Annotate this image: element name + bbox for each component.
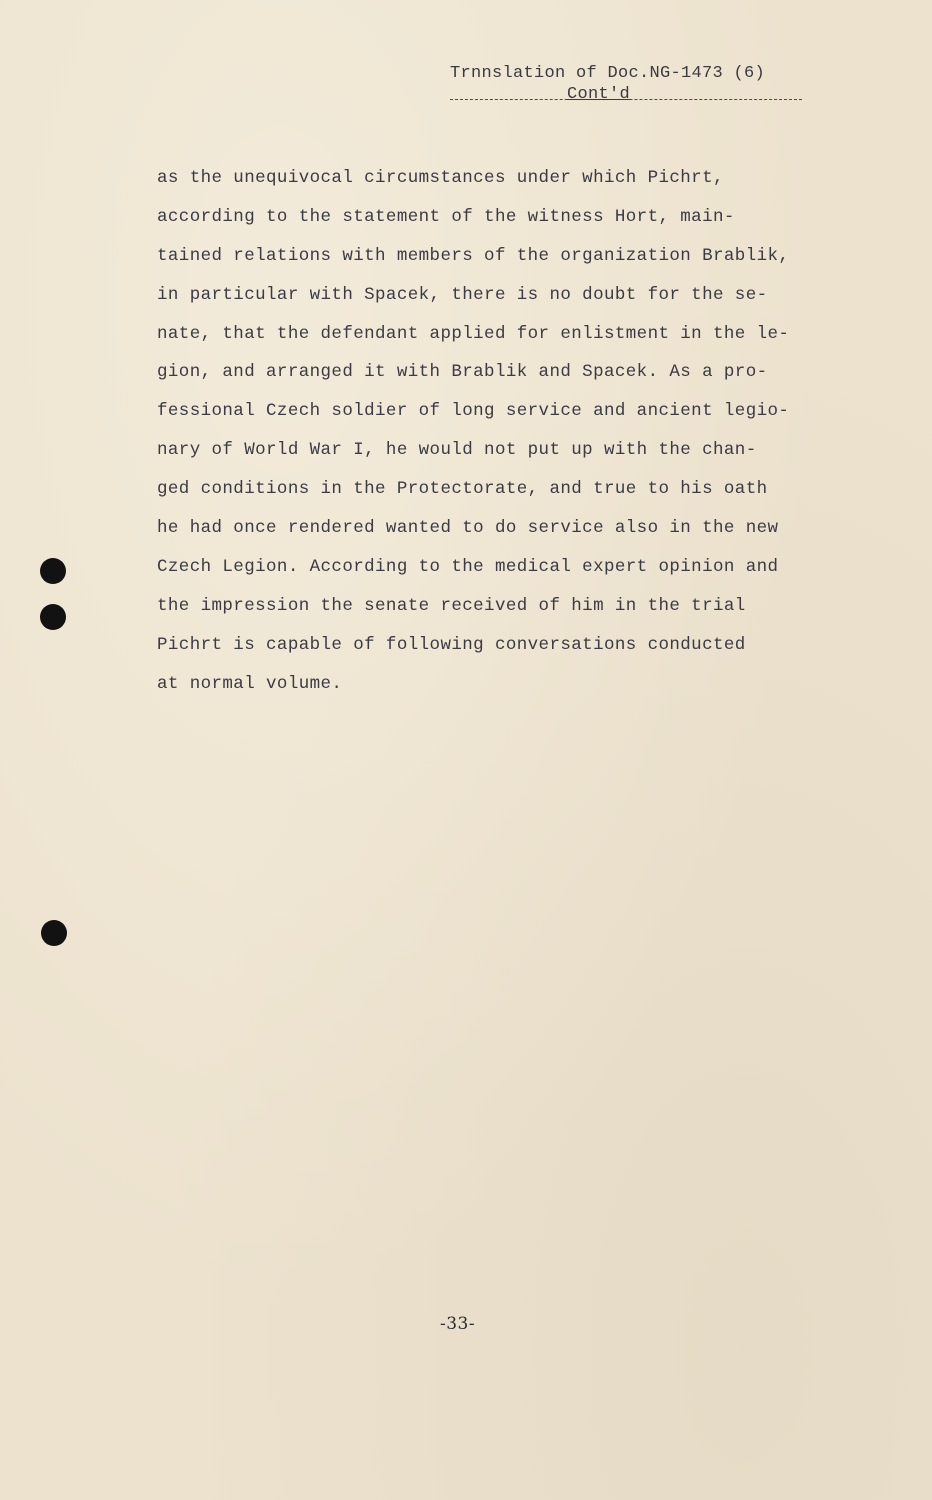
page-number: -33- (440, 1314, 476, 1334)
text-line: gion, and arranged it with Brablik and Spacek. As a pro- (157, 362, 768, 383)
punch-hole (41, 920, 67, 946)
text-line: at normal volume. (157, 673, 343, 694)
text-line: as the unequivocal circumstances under which Pichrt, (157, 168, 724, 188)
punch-hole (40, 558, 66, 584)
body-text (157, 164, 857, 708)
text-line: nary of World War I, he would not put up with the chan- (157, 440, 757, 461)
text-line: fessional Czech soldier of long service and ancient legio- (157, 401, 790, 422)
document-title: Trnnslation of Doc.NG-1473 (6) (450, 64, 766, 83)
punch-hole (40, 604, 66, 630)
text-line: Pichrt is capable of following conversations conducted (157, 634, 746, 655)
continued-line (450, 85, 802, 107)
continued-label: Cont'd (567, 85, 631, 104)
text-line: nate, that the defendant applied for enlistment in the le- (157, 323, 790, 344)
text-line: in particular with Spacek, there is no doubt for the se- (157, 284, 768, 305)
document-header (450, 64, 810, 107)
text-line: tained relations with members of the organization Brablik, (157, 245, 790, 266)
text-line: the impression the senate received of him in the trial (157, 595, 746, 616)
text-line: according to the statement of the witness Hort, main- (157, 206, 735, 227)
text-line: Czech Legion. According to the medical expert opinion and (157, 556, 779, 577)
text-line: ged conditions in the Protectorate, and true to his oath (157, 479, 768, 500)
text-line: he had once rendered wanted to do service also in the new (157, 518, 779, 539)
